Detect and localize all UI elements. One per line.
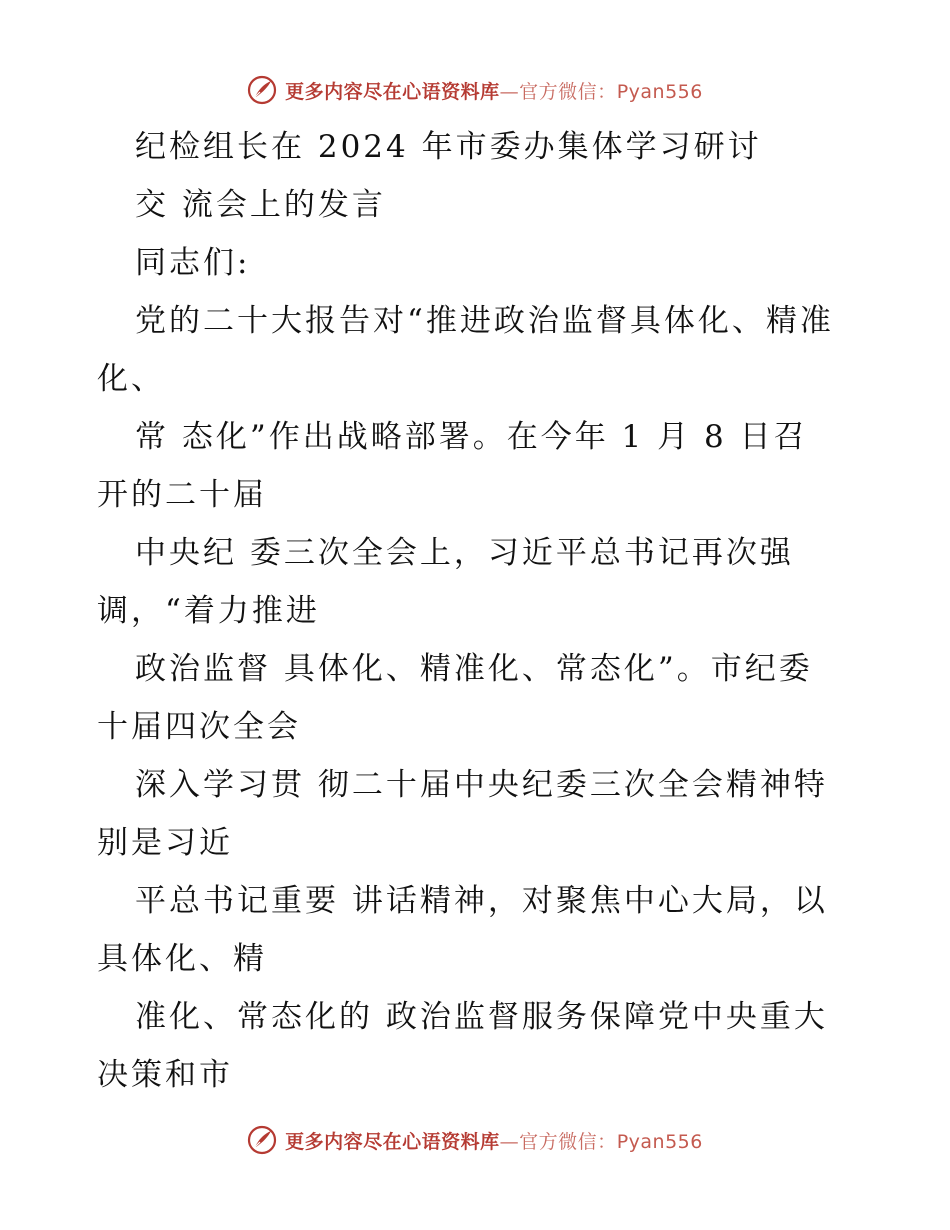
text-line: 决策和市 <box>97 1057 233 1093</box>
text-line: 开的二十届 <box>97 477 267 513</box>
watermark-wechat-id: Pyan556 <box>616 80 703 103</box>
text-line: 党的二十大报告对“推进政治监督具体化、精准 <box>135 303 834 339</box>
text-line: 平总书记重要 讲话精神，对聚焦中心大局，以 <box>135 883 828 919</box>
watermark-wechat-id: Pyan556 <box>616 1130 703 1153</box>
quill-logo-icon <box>247 1125 277 1155</box>
salutation: 同志们: <box>135 245 251 281</box>
text-line: 中央纪 委三次全会上，习近平总书记再次强 <box>135 535 794 571</box>
footer-watermark <box>0 1120 950 1160</box>
watermark-dash: — <box>499 80 520 103</box>
text-line: 化、 <box>97 361 165 397</box>
title-line-1: 纪检组长在 2024 年市委办集体学习研讨 <box>135 129 762 165</box>
watermark-dash: — <box>499 1130 520 1153</box>
watermark-main: 更多内容尽在心语资料库 <box>285 80 500 103</box>
watermark-wechat-label: 官方微信： <box>519 80 617 103</box>
title-line-2: 交 流会上的发言 <box>135 187 386 223</box>
text-line: 准化、常态化的 政治监督服务保障党中央重大 <box>135 999 828 1035</box>
text-line: 常 态化”作出战略部署。在今年 1 月 8 日召 <box>135 419 808 455</box>
text-line: 深入学习贯 彻二十届中央纪委三次全会精神特 <box>135 767 828 803</box>
watermark-main: 更多内容尽在心语资料库 <box>285 1130 500 1153</box>
text-line: 十届四次全会 <box>97 709 301 745</box>
header-watermark <box>0 70 950 110</box>
text-line: 具体化、精 <box>97 941 267 977</box>
watermark-text <box>285 1127 703 1154</box>
text-line: 调，“着力推进 <box>97 593 320 629</box>
watermark-text <box>285 77 703 104</box>
text-line: 政治监督 具体化、精准化、常态化”。市纪委 <box>135 651 813 687</box>
quill-logo-icon <box>247 75 277 105</box>
text-line: 别是习近 <box>97 825 233 861</box>
watermark-wechat-label: 官方微信： <box>519 1130 617 1153</box>
document-body <box>97 118 857 1104</box>
